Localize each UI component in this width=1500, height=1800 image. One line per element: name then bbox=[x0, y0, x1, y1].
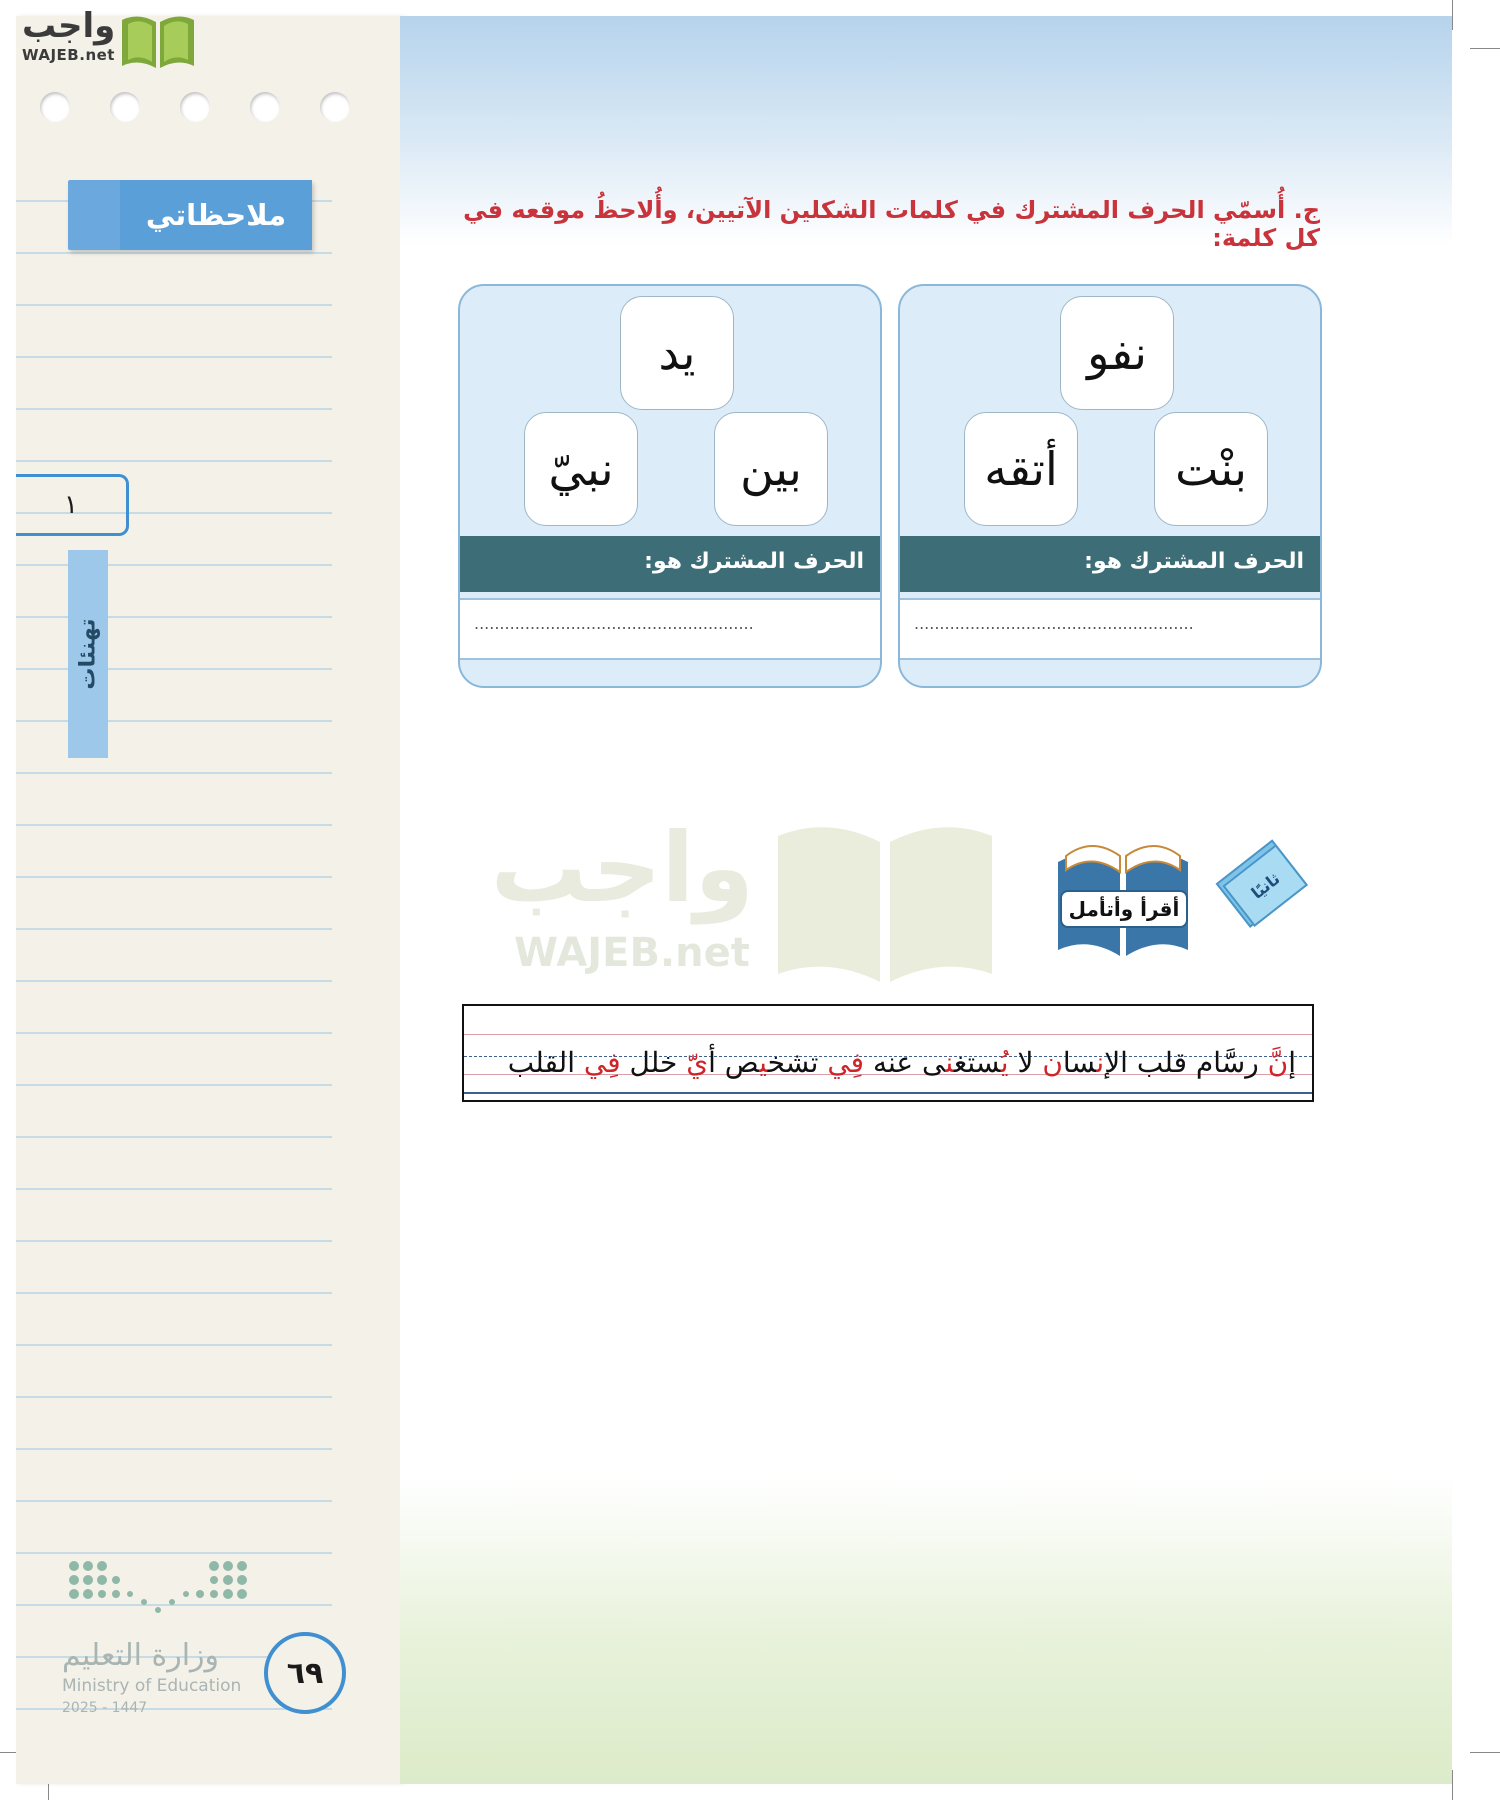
word-tile: بين bbox=[714, 412, 828, 526]
crop-mark bbox=[1452, 1770, 1453, 1800]
note-line bbox=[16, 824, 332, 826]
word-tile: بنْت bbox=[1154, 412, 1268, 526]
answer-dotted-line: ....................................................... bbox=[474, 614, 754, 633]
common-letter-prompt: الحرف المشترك هو: bbox=[900, 536, 1320, 592]
notes-title-tab bbox=[68, 180, 312, 250]
reading-sentence bbox=[484, 1046, 1296, 1079]
note-line bbox=[16, 980, 332, 982]
note-line bbox=[16, 356, 332, 358]
note-line bbox=[16, 1448, 332, 1450]
watermark-latin: WAJEB.net bbox=[514, 930, 750, 976]
note-line bbox=[16, 1084, 332, 1086]
word-tile: أتقه bbox=[964, 412, 1078, 526]
logo-latin: WAJEB.net bbox=[22, 46, 115, 64]
highlighted-letter: ي bbox=[759, 1046, 768, 1079]
highlighted-letter: يّ bbox=[686, 1046, 709, 1079]
watermark bbox=[490, 812, 1004, 992]
sentence-text: إ bbox=[1288, 1046, 1296, 1079]
note-line bbox=[16, 772, 332, 774]
section-title: أقرأ وأتأمل bbox=[1060, 890, 1188, 928]
sentence-text: ى عنه bbox=[864, 1046, 946, 1079]
note-line bbox=[16, 668, 332, 670]
note-line bbox=[16, 1032, 332, 1034]
watermark-arabic: واجب bbox=[490, 812, 754, 924]
note-line bbox=[16, 876, 332, 878]
highlighted-letter: ن bbox=[945, 1046, 954, 1079]
crop-mark bbox=[1470, 48, 1500, 49]
sentence-text: لا bbox=[1008, 1046, 1043, 1079]
binder-hole bbox=[110, 92, 140, 122]
crop-mark bbox=[1452, 0, 1453, 30]
word-tile: نبيّ bbox=[524, 412, 638, 526]
note-line bbox=[16, 720, 332, 722]
highlighted-letter: ن bbox=[1042, 1046, 1063, 1079]
guide-line bbox=[464, 1034, 1312, 1035]
sentence-text: خلل bbox=[620, 1046, 687, 1079]
sentence-text: القلب bbox=[507, 1046, 584, 1079]
edition-year: 2025 - 1447 bbox=[62, 1700, 148, 1716]
page-number: ٦٩ bbox=[264, 1632, 346, 1714]
highlighted-letter: فِي bbox=[583, 1046, 621, 1079]
ministry-emblem-icon bbox=[62, 1552, 252, 1622]
note-line bbox=[16, 408, 332, 410]
highlighted-letter: فِي bbox=[827, 1046, 865, 1079]
word-card-1 bbox=[898, 284, 1322, 688]
note-line bbox=[16, 1344, 332, 1346]
exercise-instruction: ج. أُسمّي الحرف المشترك في كلمات الشكلين الآتيين، وأُلاحظُ موقعه في كل كلمة: bbox=[463, 196, 1320, 252]
note-line bbox=[16, 252, 332, 254]
notes-sidebar bbox=[16, 16, 404, 1784]
unit-number-box bbox=[16, 474, 129, 536]
highlighted-letter: يُ bbox=[1000, 1046, 1009, 1079]
watermark-book-icon bbox=[772, 816, 998, 986]
site-logo bbox=[10, 6, 190, 68]
note-line bbox=[16, 1240, 332, 1242]
answer-field[interactable] bbox=[900, 598, 1320, 660]
binder-hole bbox=[250, 92, 280, 122]
word-card-2 bbox=[458, 284, 882, 688]
highlighted-letter: نَّ bbox=[1267, 1046, 1289, 1079]
sentence-text: سا bbox=[1062, 1046, 1097, 1079]
sentence-text: تشخ bbox=[767, 1046, 828, 1079]
highlighted-letter: ن bbox=[1096, 1046, 1105, 1079]
note-line bbox=[16, 1500, 332, 1502]
binder-hole bbox=[40, 92, 70, 122]
word-tile: نفو bbox=[1060, 296, 1174, 410]
sentence-text: ستغ bbox=[953, 1046, 1001, 1079]
answer-dotted-line: ....................................................... bbox=[914, 614, 1194, 633]
word-tile: يد bbox=[620, 296, 734, 410]
unit-name: تهنئات bbox=[75, 618, 101, 690]
binder-hole bbox=[320, 92, 350, 122]
section-number: ثانيًا bbox=[1222, 844, 1308, 927]
note-line bbox=[16, 1136, 332, 1138]
answer-field[interactable] bbox=[460, 598, 880, 660]
note-line bbox=[16, 928, 332, 930]
notes-title: ملاحظاتي bbox=[120, 180, 312, 250]
note-line bbox=[16, 616, 332, 618]
common-letter-prompt: الحرف المشترك هو: bbox=[460, 536, 880, 592]
ministry-logo bbox=[62, 1552, 362, 1742]
note-line bbox=[16, 460, 332, 462]
reading-sentence-box bbox=[462, 1004, 1314, 1102]
crop-mark bbox=[1470, 1752, 1500, 1753]
binder-hole bbox=[180, 92, 210, 122]
book-icon bbox=[118, 10, 198, 70]
unit-number: ١ bbox=[64, 490, 78, 520]
ministry-name-en: Ministry of Education bbox=[62, 1676, 242, 1696]
ministry-name-ar: وزارة التعليم bbox=[62, 1638, 220, 1673]
sentence-text: ص أ bbox=[708, 1046, 760, 1079]
note-line bbox=[16, 1188, 332, 1190]
note-line bbox=[16, 1292, 332, 1294]
logo-arabic: واجب bbox=[22, 6, 116, 46]
note-line bbox=[16, 304, 332, 306]
note-line bbox=[16, 564, 332, 566]
guide-line bbox=[464, 1092, 1312, 1094]
sentence-text: رسَّام قلب الإ bbox=[1104, 1046, 1268, 1079]
unit-ribbon bbox=[68, 550, 108, 758]
note-line bbox=[16, 1396, 332, 1398]
